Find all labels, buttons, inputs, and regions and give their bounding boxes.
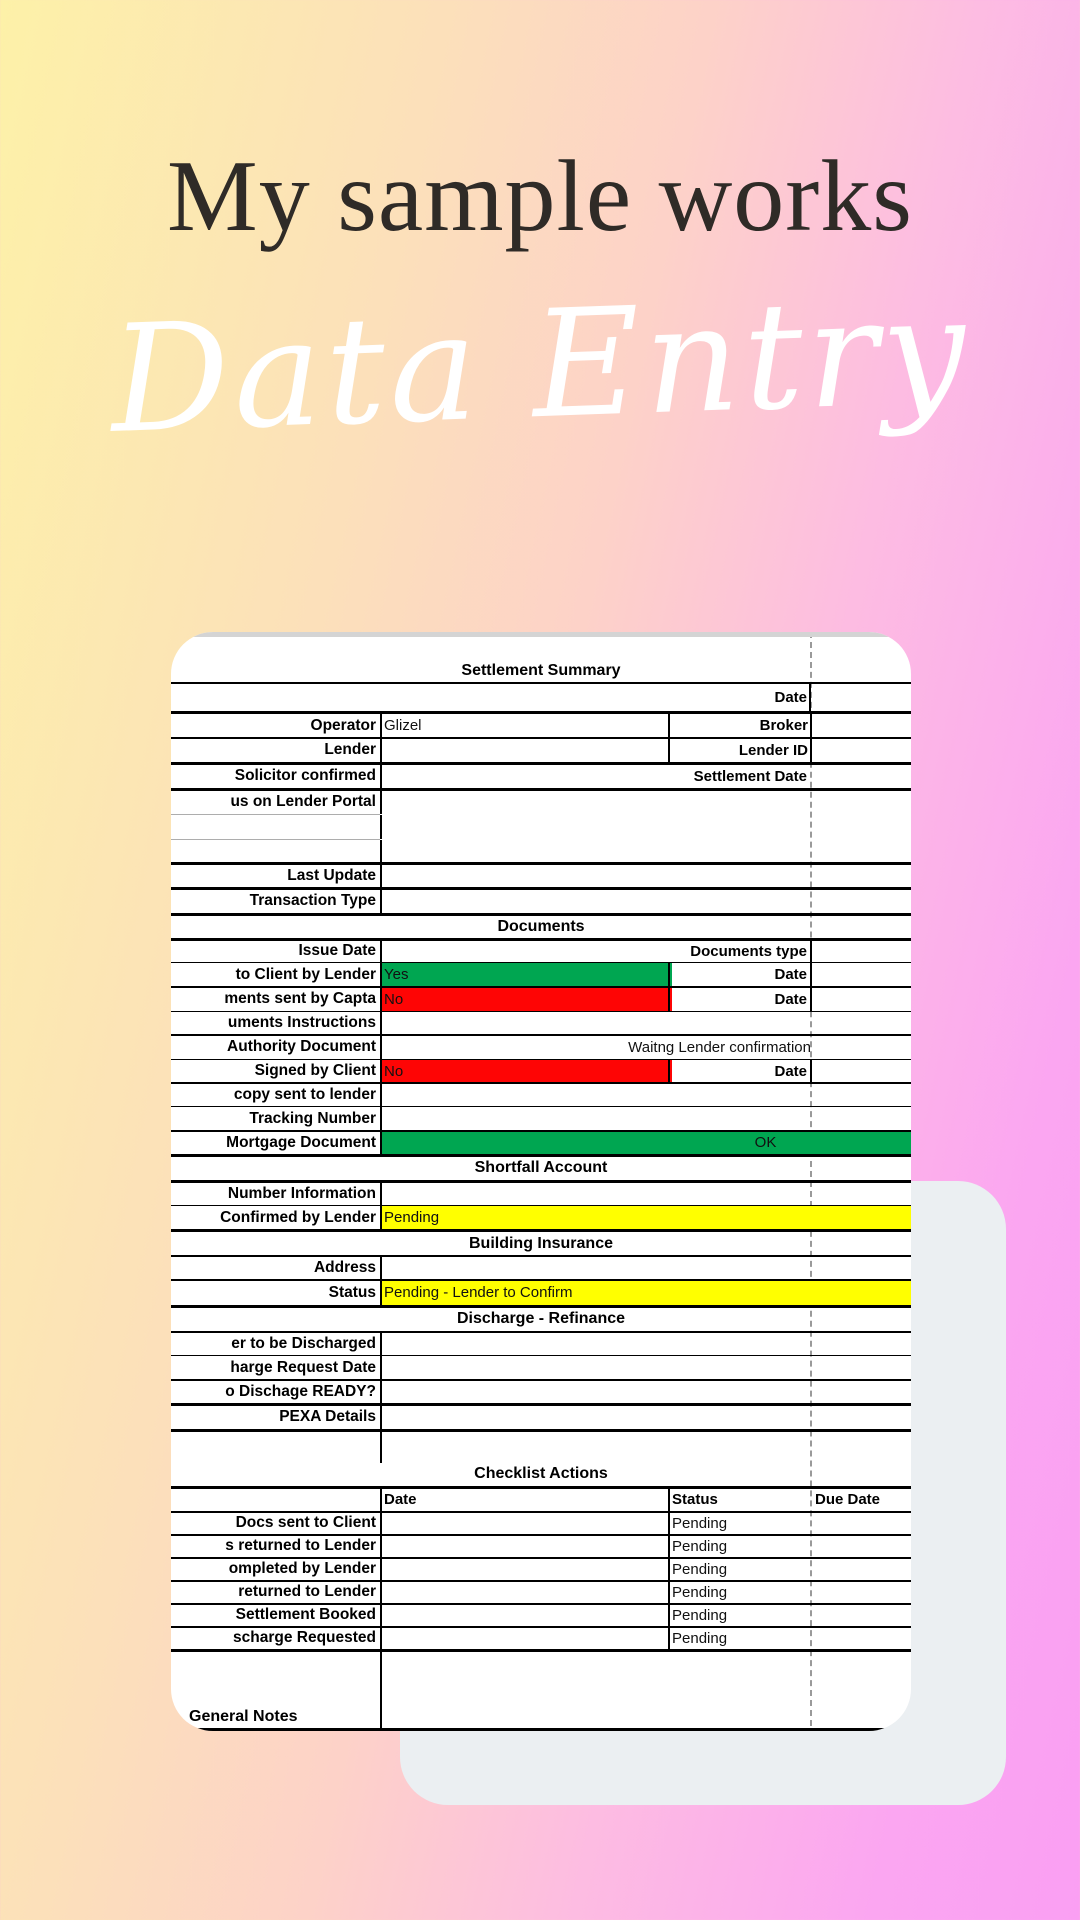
status-cell: Pending	[380, 1206, 911, 1229]
row-border	[171, 962, 911, 964]
sheet-row	[171, 1012, 911, 1034]
row-label: Operator	[310, 716, 376, 734]
sheet-row	[171, 1406, 911, 1429]
cell-border-vertical	[380, 1513, 382, 1536]
sheet-row	[171, 941, 911, 962]
section-header-row	[171, 1308, 911, 1331]
cell-border-vertical	[380, 1036, 382, 1061]
sheet-row	[171, 1582, 911, 1604]
cell-border-vertical	[380, 941, 382, 964]
row-label: Issue Date	[298, 942, 376, 959]
row-border	[171, 1154, 911, 1157]
row-border	[171, 986, 911, 988]
row-border	[171, 1557, 911, 1559]
sheet-row	[171, 1257, 911, 1279]
row-label: Settlement Booked	[235, 1606, 376, 1624]
cell-border-vertical	[380, 815, 382, 839]
sheet-cell: Status	[672, 1491, 718, 1508]
section-header: Checklist Actions	[474, 1465, 608, 1482]
row-border	[171, 1511, 911, 1513]
cell-border-vertical	[380, 1652, 382, 1694]
sheet-cell: Pending	[672, 1514, 728, 1532]
sheet-row	[171, 684, 911, 711]
cell-border-vertical	[668, 1060, 670, 1084]
section-header-row	[171, 1232, 911, 1255]
cell-border-vertical	[380, 1432, 382, 1463]
row-border	[171, 1106, 911, 1108]
sheet-row	[171, 890, 911, 913]
sheet-row	[171, 1206, 911, 1229]
sheet-row	[171, 739, 911, 762]
general-notes-label: General Notes	[189, 1708, 298, 1725]
cell-border-vertical	[380, 1605, 382, 1628]
sheet-row	[171, 1084, 911, 1106]
sheet-row	[171, 963, 911, 986]
cell-border-vertical	[380, 1694, 382, 1731]
cell-border-vertical	[380, 1356, 382, 1381]
section-header-row	[171, 1157, 911, 1180]
row-label: Docs sent to Client	[235, 1514, 376, 1532]
label-column-border	[171, 839, 380, 840]
row-border	[171, 1403, 911, 1406]
status-cell: OK	[380, 1132, 911, 1154]
row-label: returned to Lender	[238, 1583, 376, 1601]
row-label: PEXA Details	[279, 1408, 376, 1425]
row-label: Status	[328, 1283, 376, 1301]
row-border	[171, 1229, 911, 1232]
cell-border-vertical	[810, 988, 812, 1013]
sheet-row	[171, 714, 911, 737]
cell-border-vertical	[380, 1536, 382, 1559]
page-title: My sample works	[167, 140, 913, 253]
row-label: Lender	[324, 741, 376, 758]
sheet-cell: Pending	[672, 1583, 728, 1601]
cell-border-vertical	[380, 1060, 382, 1084]
sheet-cell: Pending	[672, 1606, 728, 1624]
cell-border-vertical	[668, 1489, 670, 1513]
spacer-row	[171, 1432, 911, 1463]
row-label: harge Request Date	[230, 1358, 376, 1376]
cell-border-vertical	[380, 714, 382, 739]
cell-border-vertical	[380, 1281, 382, 1308]
row-label: Confirmed by Lender	[220, 1208, 376, 1226]
row-label: Authority Document	[227, 1038, 376, 1055]
cell-border-vertical	[380, 1257, 382, 1281]
row-label: scharge Requested	[233, 1629, 376, 1647]
row-label: o Dischage READY?	[225, 1382, 376, 1400]
row-border	[171, 887, 911, 890]
sheet-row	[171, 1559, 911, 1581]
row-label: Tracking Number	[249, 1109, 376, 1127]
sheet-row	[171, 865, 911, 887]
cell-border-vertical	[668, 963, 670, 988]
row-border	[171, 913, 911, 916]
sheet-cell: Broker	[759, 717, 808, 734]
row-border	[171, 1255, 911, 1257]
row-border	[171, 938, 911, 941]
row-border	[171, 1429, 911, 1432]
sheet-cell: Pending	[672, 1560, 728, 1578]
status-cell: Pending - Lender to Confirm	[380, 1281, 911, 1305]
row-border	[171, 1034, 911, 1036]
cell-border-vertical	[810, 941, 812, 964]
sheet-cell: Lender ID	[738, 741, 808, 759]
cell-border-vertical	[380, 1084, 382, 1108]
row-border	[171, 1626, 911, 1628]
row-label: Solicitor confirmed	[234, 767, 376, 784]
row-border	[171, 1130, 911, 1132]
cell-border-vertical	[809, 684, 811, 714]
row-label: Last Update	[287, 866, 376, 884]
row-label: ompleted by Lender	[228, 1560, 376, 1578]
section-header: Documents	[497, 917, 585, 935]
status-cell: Yes	[380, 963, 672, 986]
sheet-row	[171, 1628, 911, 1650]
screenshot-top-edge	[171, 632, 911, 637]
sheet-row	[171, 1132, 911, 1154]
spacer-row	[171, 1652, 911, 1694]
sheet-cell: Documents type	[690, 942, 807, 960]
sheet-cell: Pending	[672, 1537, 728, 1555]
row-border	[171, 1205, 911, 1207]
row-border	[171, 1305, 911, 1308]
row-label: Mortgage Document	[226, 1133, 376, 1151]
cell-border-vertical	[380, 1012, 382, 1036]
row-border	[171, 1728, 911, 1731]
cell-border-vertical	[668, 714, 670, 739]
row-label: Transaction Type	[249, 892, 376, 909]
row-border	[171, 682, 911, 684]
sheet-cell: Glizel	[384, 717, 422, 734]
sheet-row	[171, 1281, 911, 1305]
cell-border-vertical	[810, 963, 812, 988]
cell-border-vertical	[668, 1605, 670, 1628]
row-label: Address	[313, 1259, 376, 1276]
sheet-cell: Date	[774, 990, 807, 1008]
cell-border-vertical	[668, 1559, 670, 1582]
sheet-cell: Date	[384, 1491, 417, 1508]
section-header: Building Insurance	[468, 1234, 613, 1252]
hero-subtitle-script: Data Entry	[107, 264, 973, 466]
row-border	[171, 1355, 911, 1357]
sheet-cell: Pending	[672, 1629, 728, 1647]
status-cell: No	[380, 988, 672, 1011]
sheet-row	[171, 1536, 911, 1558]
sheet-cell: Due Date	[815, 1491, 881, 1508]
sheet-cell: Settlement Date	[693, 767, 807, 785]
row-border	[171, 1603, 911, 1605]
row-border	[171, 1649, 911, 1652]
sheet-row	[171, 840, 911, 862]
sheet-row	[171, 1513, 911, 1535]
section-header: Settlement Summary	[461, 662, 621, 679]
sheet-row	[171, 1356, 911, 1379]
section-header-row	[171, 1463, 911, 1486]
general-notes-row	[171, 1694, 911, 1728]
row-border	[171, 1059, 911, 1061]
row-label: s returned to Lender	[225, 1537, 376, 1555]
sheet-row	[171, 1060, 911, 1082]
row-border	[171, 788, 911, 791]
row-label: us on Lender Portal	[230, 793, 376, 810]
sheet-row	[171, 988, 911, 1011]
cell-border-vertical	[380, 1582, 382, 1605]
row-label: copy sent to lender	[233, 1085, 376, 1103]
label-column-border	[171, 814, 380, 815]
row-border	[171, 1331, 911, 1333]
sheet-row	[171, 791, 911, 814]
sheet-row	[171, 1183, 911, 1205]
cell-border-vertical	[380, 791, 382, 814]
row-border	[171, 1580, 911, 1582]
row-label: Number Information	[227, 1184, 376, 1202]
row-border	[171, 1082, 911, 1084]
status-cell: No	[380, 1060, 672, 1082]
row-border	[171, 1534, 911, 1536]
cell-border-vertical	[380, 988, 382, 1013]
cell-border-vertical	[668, 1513, 670, 1536]
row-label: Signed by Client	[254, 1062, 376, 1079]
sheet-cell: Waitng Lender confirmation	[628, 1038, 811, 1056]
row-label: ments sent by Capta	[224, 990, 376, 1007]
row-border	[171, 1379, 911, 1381]
row-label: uments Instructions	[227, 1014, 376, 1031]
cell-border-vertical	[380, 1559, 382, 1582]
section-header-row	[171, 660, 911, 682]
sheet-cell: Date	[774, 1062, 807, 1080]
sheet-row	[171, 1605, 911, 1627]
cell-border-vertical	[668, 1536, 670, 1559]
section-header: Shortfall Account	[474, 1159, 608, 1176]
section-header-row	[171, 916, 911, 938]
cell-border-vertical	[380, 1333, 382, 1357]
sheet-row	[171, 815, 911, 839]
sheet-row	[171, 1333, 911, 1355]
row-label: to Client by Lender	[235, 965, 376, 983]
row-border	[171, 711, 911, 714]
section-header: Discharge - Refinance	[456, 1310, 626, 1327]
sheet-row	[171, 1381, 911, 1403]
row-border	[171, 737, 911, 739]
cell-border-vertical	[380, 963, 382, 988]
cell-border-vertical	[668, 988, 670, 1013]
cell-border-vertical	[668, 1582, 670, 1605]
cell-border-vertical	[380, 1183, 382, 1207]
row-border	[171, 862, 911, 865]
row-border	[171, 1180, 911, 1183]
spreadsheet-screenshot	[171, 632, 911, 1731]
cell-border-vertical	[810, 714, 812, 739]
cell-border-vertical	[380, 1107, 382, 1132]
sheet-row	[171, 1036, 911, 1059]
row-border	[171, 1486, 911, 1489]
row-label: er to be Discharged	[231, 1334, 376, 1352]
row-border	[171, 762, 911, 765]
cell-border-vertical	[380, 1489, 382, 1513]
sheet-row	[171, 1107, 911, 1130]
sheet-cell: Date	[774, 689, 807, 706]
sheet-row	[171, 765, 911, 788]
row-border	[171, 1011, 911, 1013]
sheet-cell: Date	[774, 966, 807, 983]
row-border	[171, 1279, 911, 1281]
sheet-row	[171, 1489, 911, 1511]
cell-border-vertical	[810, 1060, 812, 1084]
